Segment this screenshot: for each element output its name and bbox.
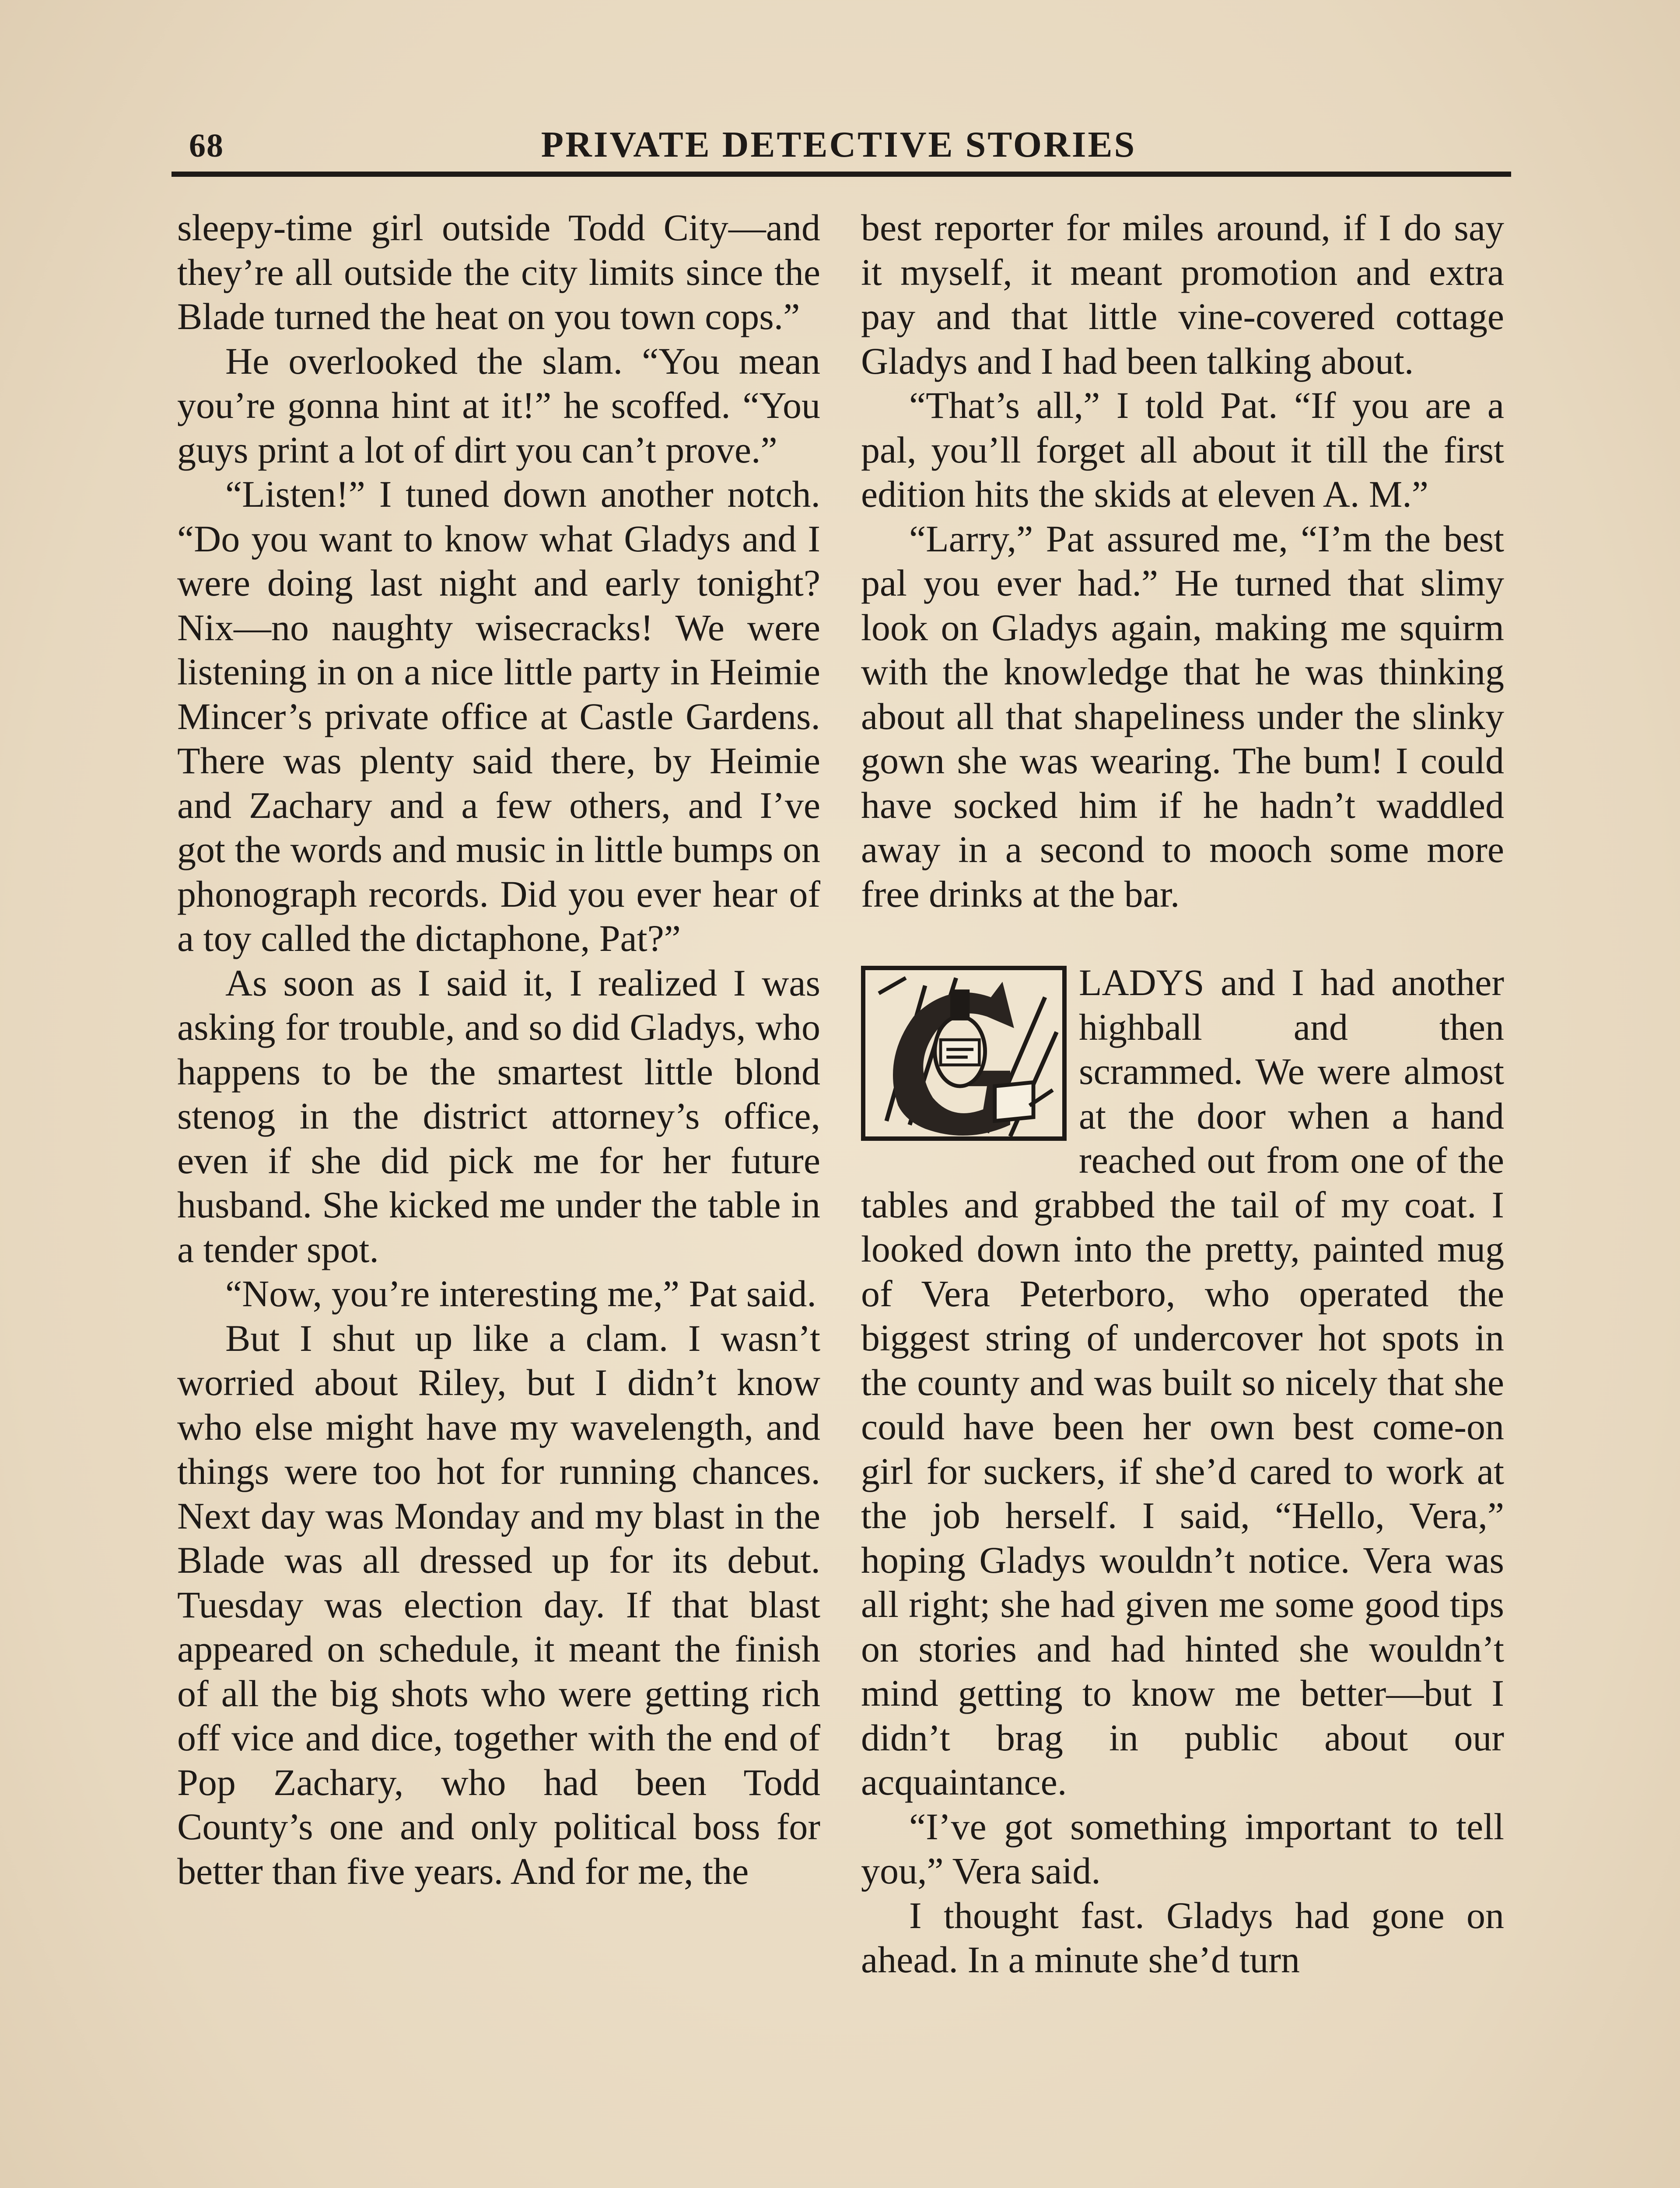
- page-number: 68: [189, 127, 224, 164]
- page-header: [172, 118, 1506, 171]
- paragraph: “Listen!” I tuned down another notch. “Do you want to know what Gladys and I were doing last night and early tonight? Nix—no naughty wisecracks! We were listening in on a nice little party in Heimie Mincer’s private office at Castle Gardens. There was plenty said there, by Heimie and Zachary and a few others, and I’ve got the words and music in little bumps on phonograph records. Did you ever hear of a toy called the dictaphone, Pat?”: [177, 473, 820, 959]
- paragraph: He overlooked the slam. “You mean you’re gonna hint at it!” he scoffed. “You guys print a lot of dirt you can’t prove.”: [177, 340, 820, 471]
- paragraph: “I’ve got something important to tell you,” Vera said.: [861, 1805, 1504, 1892]
- dropcap-paragraph-block: [861, 961, 1504, 1805]
- dropcap-paragraph: LADYS and I had another highball and then scrammed. We were almost at the door when a hand reached out from one of the tables and grabbed the tail of my coat. I looked down into the pretty, painted mug of Vera Peterboro, who operated the biggest string of undercover hot spots in the county and was built so nicely that she could have been her own best come-on girl for suckers, if she’d cared to work at the job herself. I said, “Hello, Vera,” hoping Gladys wouldn’t notice. Vera was all right; she had given me some good tips on stories and had hinted she wouldn’t mind getting to know me better—but I didn’t brag in public about our acquaintance.: [861, 961, 1504, 1803]
- section-break: [861, 916, 1504, 961]
- paragraph: I thought fast. Gladys had gone on ahead. In a minute she’d turn: [861, 1894, 1504, 1981]
- running-title: PRIVATE DETECTIVE STORIES: [541, 124, 1137, 165]
- paragraph: “Now, you’re interesting me,” Pat said.: [225, 1273, 816, 1315]
- right-column: [861, 206, 1504, 1982]
- illustrated-dropcap-g: [861, 966, 1067, 1141]
- paragraph: “That’s all,” I told Pat. “If you are a pal, you’ll forget all about it till the first edition hits the skids at eleven A. M.”: [861, 384, 1504, 515]
- paragraph: best reporter for miles around, if I do say it myself, it meant promotion and extra pay and that little vine-covered cottage Gladys and I had been talking about.: [861, 207, 1504, 382]
- paragraph: “Larry,” Pat assured me, “I’m the best pal you ever had.” He turned that slimy look on Gladys again, making me squirm with the knowledge that he was thinking about all that shapeliness under the slinky gown she was wearing. The bum! I could have socked him if he hadn’t waddled away in a second to mooch some more free drinks at the bar.: [861, 517, 1504, 915]
- paragraph: As soon as I said it, I realized I was asking for trouble, and so did Gladys, who happens to be the smartest little blond stenog in the district attorney’s office, even if she did pick me for her future husband. She kicked me under the table in a tender spot.: [177, 961, 820, 1270]
- header-rule: [172, 172, 1511, 177]
- left-column: [177, 206, 820, 1893]
- paragraph: sleepy-time girl outside Todd City—and they’re all outside the city limits since the Blade turned the heat on you town cops.”: [177, 207, 820, 337]
- paragraph: But I shut up like a clam. I wasn’t worried about Riley, but I didn’t know who else might have my wavelength, and things were too hot for running chances. Next day was Monday and my blast in the Blade was all dressed up for its debut. Tuesday was election day. If that blast appeared on schedule, it meant the finish of all the big shots who were getting rich off vice and dice, together with the end of Pop Zachary, who had been Todd County’s one and only political boss for better than five years. And for me, the: [177, 1317, 820, 1892]
- dropcap-illustration: [865, 970, 1062, 1136]
